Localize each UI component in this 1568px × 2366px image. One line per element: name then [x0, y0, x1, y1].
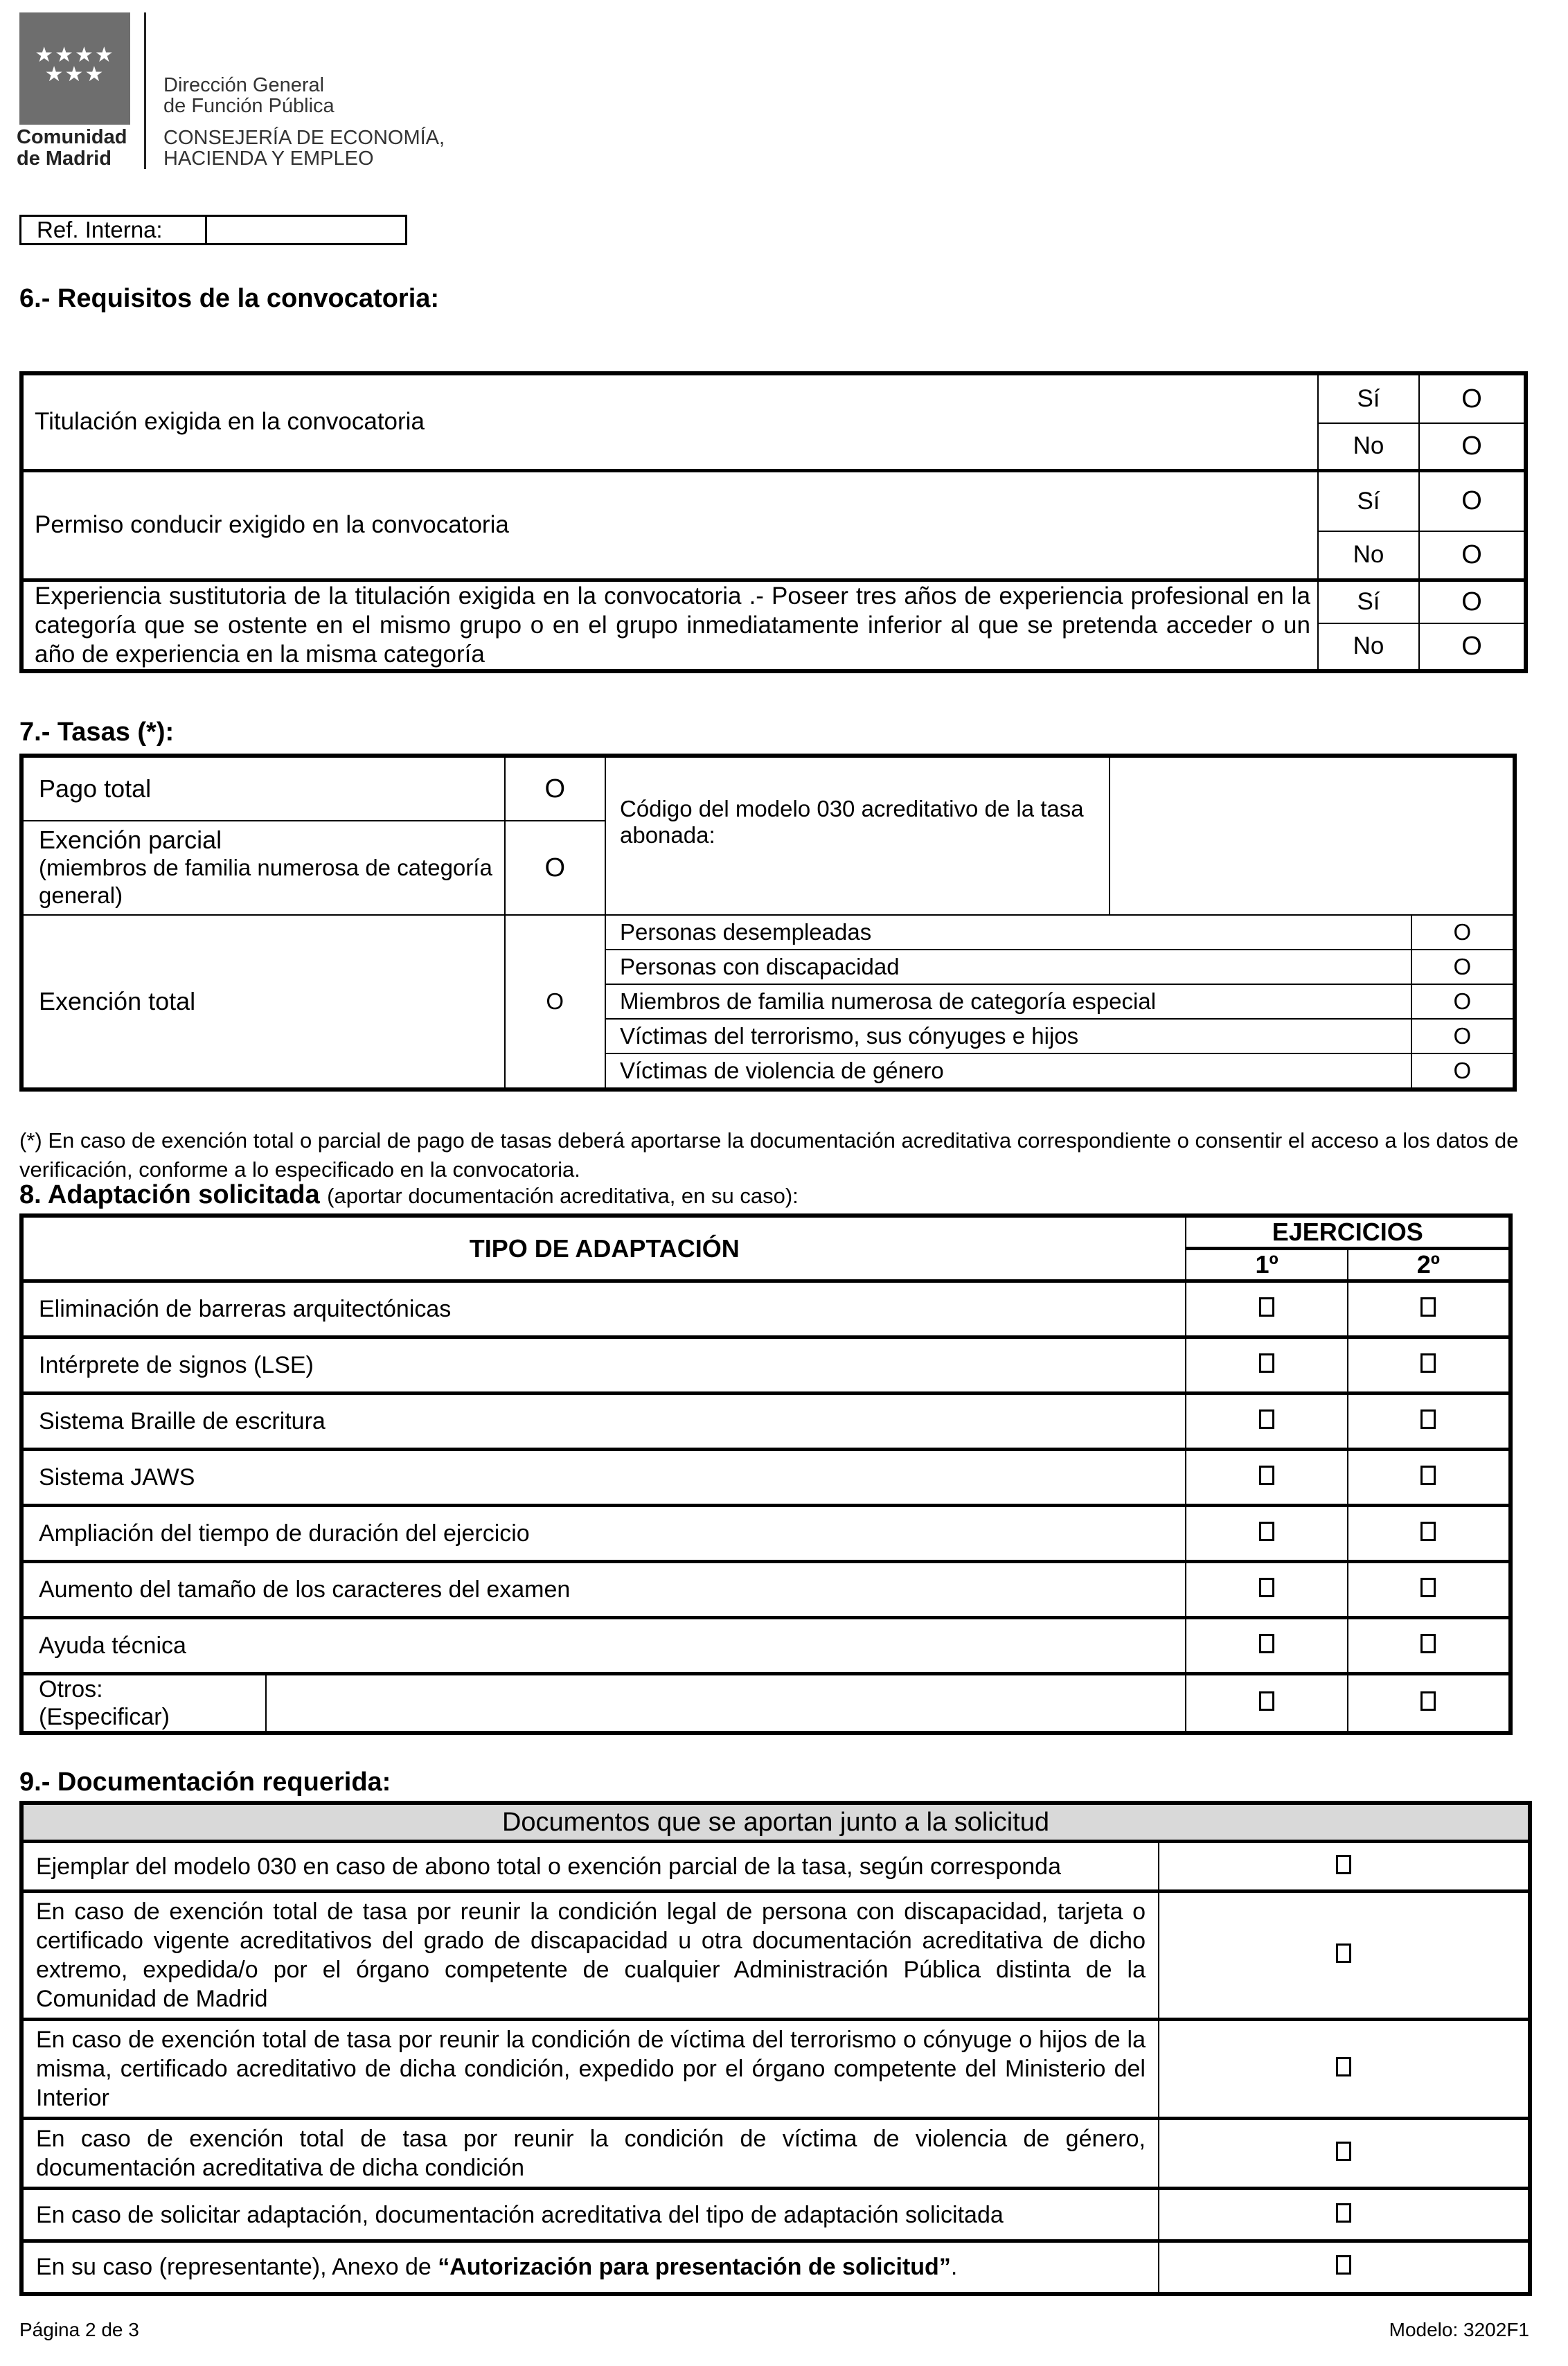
dept-line2: de Función Pública	[163, 95, 335, 117]
pago-total-radio[interactable]: O	[505, 756, 605, 821]
exencion-option-label: Personas desempleadas	[605, 915, 1411, 950]
barreras-ej1-checkbox[interactable]	[1259, 1297, 1274, 1317]
documento-label: En caso de solicitar adaptación, documentación acreditativa del tipo de adaptación solicitada	[21, 2189, 1159, 2241]
ampliacion-tiempo-ej1-checkbox[interactable]	[1259, 1522, 1274, 1541]
logo-name-line1: Comunidad	[17, 126, 127, 148]
consejeria-line1: CONSEJERÍA DE ECONOMÍA,	[163, 127, 445, 149]
autorizacion-checkbox[interactable]	[1336, 2255, 1351, 2275]
model-code: Modelo: 3202F1	[1389, 2319, 1529, 2340]
otros-sub-label: (Especificar)	[39, 1704, 170, 1730]
no-label: No	[1318, 623, 1419, 671]
victimas-terrorismo-radio[interactable]: O	[1411, 1019, 1515, 1053]
otros-ej1-checkbox[interactable]	[1259, 1691, 1274, 1711]
adaptacion-table	[19, 1213, 1513, 1735]
experiencia-no-radio[interactable]: O	[1419, 623, 1526, 671]
tamano-caracteres-ej1-checkbox[interactable]	[1259, 1578, 1274, 1597]
ejercicios-header: EJERCICIOS	[1186, 1216, 1511, 1249]
experiencia-yes-radio[interactable]: O	[1419, 580, 1526, 623]
tasas-table	[19, 754, 1517, 1092]
adaptacion-doc-checkbox[interactable]	[1336, 2203, 1351, 2223]
section8-title: 8. Adaptación solicitada	[19, 1180, 320, 1209]
exencion-option-label: Personas con discapacidad	[605, 950, 1411, 984]
exencion-parcial-radio[interactable]: O	[505, 821, 605, 915]
exencion-parcial-cell	[21, 821, 505, 915]
adaptacion-label: Ampliación del tiempo de duración del ejercicio	[21, 1506, 1186, 1562]
documento-label: Ejemplar del modelo 030 en caso de abono total o exención parcial de la tasa, según corresponda	[21, 1842, 1159, 1892]
documento-label: En caso de exención total de tasa por reunir la condición de víctima del terrorismo o cónyuge o hijos de la misma, certificado acreditativo de dicha condición, expedido por el órgano competente del Ministerio del Interior	[21, 2020, 1159, 2119]
adaptacion-label: Aumento del tamaño de los caracteres del examen	[21, 1562, 1186, 1618]
ref-interna-input[interactable]	[207, 217, 405, 243]
otros-ej2-checkbox[interactable]	[1420, 1691, 1436, 1711]
adaptacion-label: Intérprete de signos (LSE)	[21, 1337, 1186, 1394]
violencia-genero-radio[interactable]: O	[1411, 1053, 1515, 1089]
logo-divider	[144, 12, 146, 169]
adaptacion-label: Sistema Braille de escritura	[21, 1394, 1186, 1450]
yes-label: Sí	[1318, 373, 1419, 423]
requisito-label: Permiso conducir exigido en la convocatoria	[21, 470, 1318, 580]
otros-label: Otros:	[39, 1676, 103, 1702]
section8-title-line	[19, 1180, 799, 1210]
yes-label: Sí	[1318, 470, 1419, 531]
tasas-footnote: (*) En caso de exención total o parcial de pago de tasas deberá aportarse la documentación acreditativa correspondiente o consentir el acceso a los datos de verificación, conforme a lo especificado en la convocatoria.	[19, 1128, 1519, 1182]
exencion-total-label: Exención total	[21, 915, 505, 1089]
violencia-genero-doc-checkbox[interactable]	[1336, 2142, 1351, 2161]
page-number: Página 2 de 3	[19, 2319, 139, 2340]
jaws-ej1-checkbox[interactable]	[1259, 1466, 1274, 1485]
desempleadas-radio[interactable]: O	[1411, 915, 1515, 950]
documento-label: En caso de exención total de tasa por reunir la condición legal de persona con discapacidad, tarjeta o certificado vigente acreditativos del grado de discapacidad u otra documentación acreditativa de dicho extremo, expedida/o por el órgano competente de cualquier Administración Pública distinta de la Comunidad de Madrid	[21, 1892, 1159, 2020]
codigo-030-input[interactable]	[1110, 756, 1515, 915]
interprete-ej1-checkbox[interactable]	[1259, 1353, 1274, 1373]
documento-label: En caso de exención total de tasa por reunir la condición de víctima de violencia de género, documentación acreditativa de dicha condición	[21, 2119, 1159, 2189]
logo-name-line2: de Madrid	[17, 148, 112, 170]
no-label: No	[1318, 423, 1419, 470]
section7-title: 7.- Tasas (*):	[19, 718, 175, 747]
ayuda-tecnica-ej2-checkbox[interactable]	[1420, 1634, 1436, 1653]
logo-name	[17, 127, 127, 170]
ejercicio-1-header: 1º	[1186, 1249, 1347, 1281]
representante-suffix: .	[950, 2254, 958, 2281]
adaptacion-label: Sistema JAWS	[21, 1450, 1186, 1506]
exencion-parcial-note: (miembros de familia numerosa de categoría general)	[39, 855, 492, 908]
yes-label: Sí	[1318, 580, 1419, 623]
ejercicio-2-header: 2º	[1348, 1249, 1511, 1281]
exencion-total-radio[interactable]: O	[505, 915, 605, 1089]
exencion-parcial-label: Exención parcial	[39, 826, 222, 854]
exencion-option-label: Víctimas del terrorismo, sus cónyuges e hijos	[605, 1019, 1411, 1053]
barreras-ej2-checkbox[interactable]	[1420, 1297, 1436, 1317]
pago-total-label: Pago total	[21, 756, 505, 821]
requisito-label: Experiencia sustitutoria de la titulación exigida en la convocatoria .- Poseer tres años de experiencia profesional en la categoría que se ostente en el mismo grupo o en el grupo inmediatamente inferior al que se pretenda acceder o un año de experiencia en la misma categoría	[21, 580, 1318, 671]
braille-ej2-checkbox[interactable]	[1420, 1409, 1436, 1429]
section9-title: 9.- Documentación requerida:	[19, 1768, 391, 1797]
otros-especificar-input[interactable]	[266, 1674, 1186, 1734]
permiso-no-radio[interactable]: O	[1419, 531, 1526, 580]
tamano-caracteres-ej2-checkbox[interactable]	[1420, 1578, 1436, 1597]
section8-title-note: (aportar documentación acreditativa, en su caso):	[327, 1184, 799, 1208]
permiso-yes-radio[interactable]: O	[1419, 470, 1526, 531]
no-label: No	[1318, 531, 1419, 580]
dept-line1: Dirección General	[163, 74, 325, 96]
adaptacion-label: Ayuda técnica	[21, 1618, 1186, 1674]
terrorismo-doc-checkbox[interactable]	[1336, 2057, 1351, 2076]
ampliacion-tiempo-ej2-checkbox[interactable]	[1420, 1522, 1436, 1541]
ref-interna-label: Ref. Interna:	[21, 217, 207, 243]
consejeria-name	[163, 127, 445, 169]
consejeria-line2: HACIENDA Y EMPLEO	[163, 148, 374, 170]
discapacidad-doc-checkbox[interactable]	[1336, 1944, 1351, 1963]
comunidad-madrid-logo	[19, 12, 130, 125]
titulacion-no-radio[interactable]: O	[1419, 423, 1526, 470]
requisitos-table	[19, 371, 1528, 673]
modelo-030-checkbox[interactable]	[1336, 1855, 1351, 1874]
interprete-ej2-checkbox[interactable]	[1420, 1353, 1436, 1373]
documentacion-table	[19, 1801, 1532, 2296]
codigo-030-label: Código del modelo 030 acreditativo de la tasa abonada:	[605, 756, 1110, 915]
ayuda-tecnica-ej1-checkbox[interactable]	[1259, 1634, 1274, 1653]
titulacion-yes-radio[interactable]: O	[1419, 373, 1526, 423]
autorizacion-anexo-title: “Autorización para presentación de solicitud”	[438, 2254, 951, 2281]
jaws-ej2-checkbox[interactable]	[1420, 1466, 1436, 1485]
stars-icon: ★★★★ ★★★	[35, 44, 115, 86]
discapacidad-radio[interactable]: O	[1411, 950, 1515, 984]
otros-cell	[21, 1674, 266, 1734]
documentos-header: Documentos que se aportan junto a la solicitud	[21, 1803, 1530, 1842]
braille-ej1-checkbox[interactable]	[1259, 1409, 1274, 1429]
ref-interna-field	[19, 215, 407, 245]
tipo-adaptacion-header: TIPO DE ADAPTACIÓN	[21, 1216, 1186, 1281]
requisito-label: Titulación exigida en la convocatoria	[21, 373, 1318, 470]
section6-title: 6.- Requisitos de la convocatoria:	[19, 284, 440, 313]
adaptacion-label: Eliminación de barreras arquitectónicas	[21, 1281, 1186, 1337]
department-name	[163, 75, 335, 116]
exencion-option-label: Víctimas de violencia de género	[605, 1053, 1411, 1089]
representante-doc-label	[21, 2241, 1159, 2294]
representante-prefix: En su caso (representante), Anexo de	[36, 2254, 438, 2281]
familia-numerosa-especial-radio[interactable]: O	[1411, 984, 1515, 1019]
exencion-option-label: Miembros de familia numerosa de categoría especial	[605, 984, 1411, 1019]
